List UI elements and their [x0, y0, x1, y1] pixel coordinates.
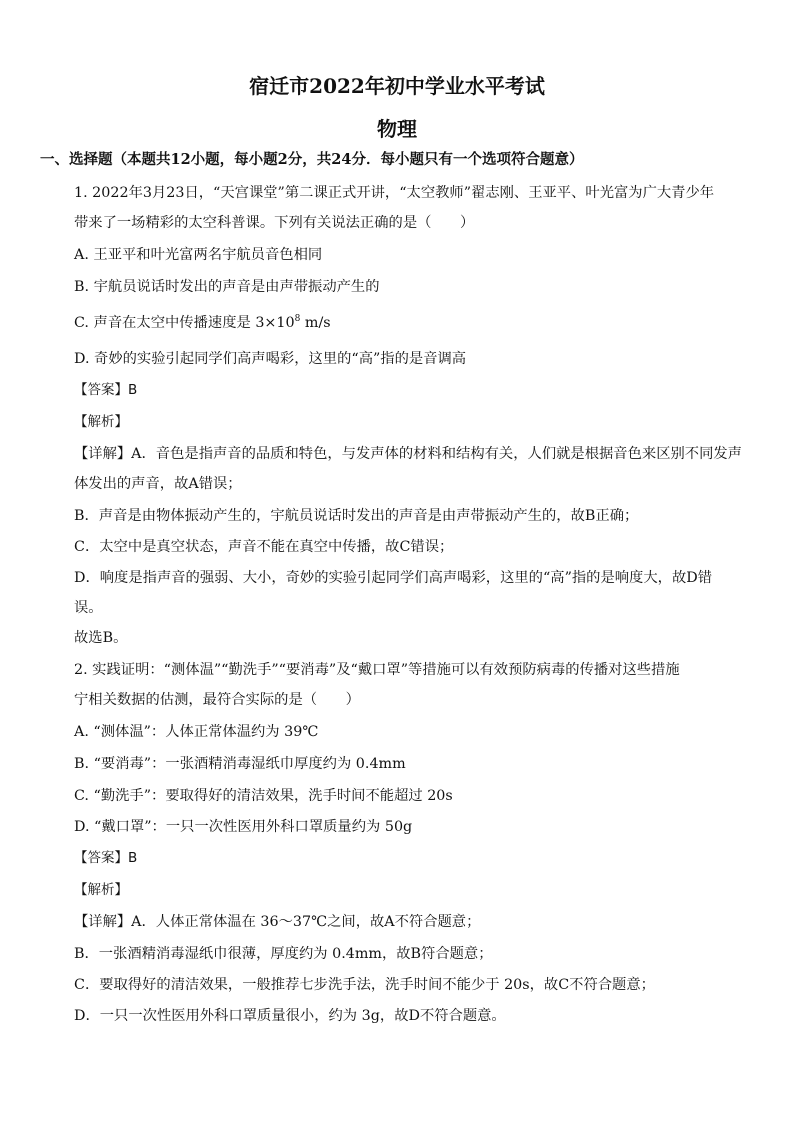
q2-option-c: C. “勤洗手”：要取得好的清洁效果，洗手时间不能超过 20s	[74, 788, 453, 804]
q1-option-b: B. 宇航员说话时发出的声音是由声带振动产生的	[74, 279, 380, 295]
q1-stem-line2: 带来了一场精彩的太空科普课。下列有关说法正确的是（ ）	[74, 215, 475, 231]
q2-option-b: B. “要消毒”：一张酒精消毒湿纸巾厚度约为 0.4mm	[74, 756, 406, 772]
q1-option-c-exponent: 8	[294, 314, 301, 325]
q1-conclusion: 故选B。	[74, 630, 128, 646]
q2-detail-d: D．一只一次性医用外科口罩质量很小，约为 3g，故D不符合题意。	[74, 1008, 506, 1024]
q1-analysis-label: 【解析】	[74, 414, 128, 430]
q1-detail-c: C．太空中是真空状态，声音不能在真空中传播，故C错误；	[74, 539, 454, 555]
q1-detail-b: B．声音是由物体振动产生的，宇航员说话时发出的声音是由声带振动产生的，故B正确；	[74, 508, 639, 524]
q1-option-c	[74, 313, 724, 333]
q2-option-d: D. “戴口罩”：一只一次性医用外科口罩质量约为 50g	[74, 819, 413, 835]
q1-stem-line1: 1. 2022年3月23日，“天宫课堂”第二课正式开讲，“太空教师”翟志刚、王亚平、叶光富为广大青少年	[74, 185, 715, 201]
q2-answer: 【答案】B	[74, 850, 138, 866]
q2-detail-c: C．要取得好的清洁效果，一般推荐七步洗手法，洗手时间不能少于 20s，故C不符合题意；	[74, 977, 655, 993]
exam-title: 宿迁市2022年初中学业水平考试	[249, 74, 545, 98]
section-heading: 一、选择题（本题共12小题，每小题2分，共24分．每小题只有一个选项符合题意）	[40, 151, 584, 168]
q1-option-c-prefix: C. 声音在太空中传播速度是 3×10	[74, 315, 295, 331]
q1-option-c-suffix: m/s	[300, 315, 331, 331]
subject-title: 物理	[377, 117, 417, 141]
q2-analysis-label: 【解析】	[74, 882, 128, 898]
q1-option-d: D. 奇妙的实验引起同学们高声喝彩，这里的“高”指的是音调高	[74, 351, 467, 367]
q1-detail-d-line2: 误。	[74, 600, 103, 616]
q1-answer: 【答案】B	[74, 382, 138, 398]
q1-detail-line2: 体发出的声音，故A错误；	[74, 476, 242, 492]
q2-detail-b: B．一张酒精消毒湿纸巾很薄，厚度约为 0.4mm，故B符合题意；	[74, 946, 493, 962]
q2-stem-line1: 2. 实践证明：“测体温”“勤洗手”“要消毒”及“戴口罩”等措施可以有效预防病毒的传播对这些措施	[74, 662, 680, 678]
q1-detail-line1: 【详解】A．音色是指声音的品质和特色，与发声体的材料和结构有关，人们就是根据音色来区别不同发声	[74, 446, 742, 462]
q2-stem-line2: 宁相关数据的估测，最符合实际的是（ ）	[74, 692, 360, 708]
q2-option-a: A. “测体温”：人体正常体温约为 39℃	[74, 724, 319, 740]
q1-option-a: A. 王亚平和叶光富两名宇航员音色相同	[74, 247, 323, 263]
q2-detail-a: 【详解】A．人体正常体温在 36～37℃之间，故A不符合题意；	[74, 914, 481, 930]
q1-detail-d-line1: D．响度是指声音的强弱、大小，奇妙的实验引起同学们高声喝彩，这里的“高”指的是响度大，故D错	[74, 570, 713, 586]
